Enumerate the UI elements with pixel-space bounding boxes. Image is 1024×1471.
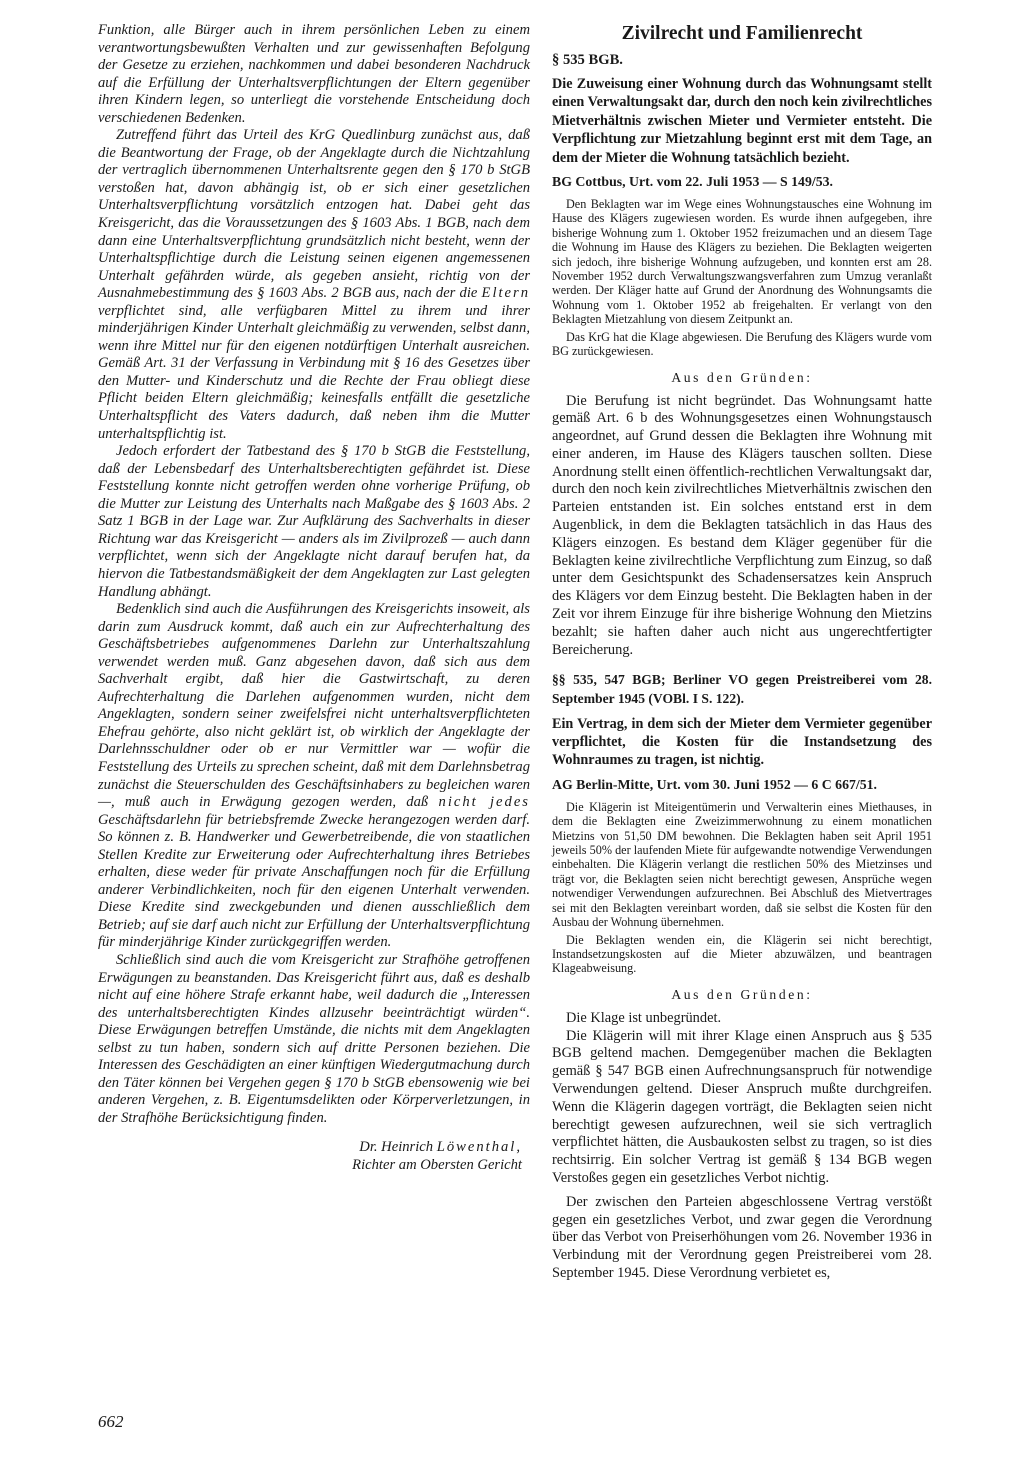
case1-law-reference: § 535 BGB. — [552, 52, 623, 68]
paragraph-text: verpflichtet sind, alle verfügbaren Mittel zu ihrem und ihrer minderjährigen Kinder Unterhalt gleichmäßig zu verwenden, selbst dann, wenn ihre Mittel nur für den eigenen notdürftigen Unterhalt ausreichen. Gemäß Art. 31 der Verfassung in Verbindung mit § 16 des Gesetzes über den Mutter- und Kinderschutz und die Rechte der Frau obliegt diese Pflicht beiden Eltern gleichmäßig; keinesfalls entfällt die gesetzliche Unterhaltspflicht des Vaters dadurch, daß neben ihm die Mutter unterhaltspflichtig ist. — [98, 302, 530, 442]
case2-citation: AG Berlin-Mitte, Urt. vom 30. Juni 1952 — 6 C 667/51. — [552, 776, 877, 792]
paragraph — [98, 601, 530, 952]
case1-grounds: Die Berufung ist nicht begründet. Das Wohnungsamt hatte gemäß Art. 6 b des Wohnungsgesetzes einen Wohnungstausch angeordnet, auf Grund dessen die Beklagten ihre Wohnung mit einer anderen, im Hause des Klägers tauschen sollten. Diese Anordnung stellt einen öffentlich-rechtlichen Verwaltungsakt dar, durch den noch kein zivilrechtliches Mietverhältnis zwischen den Parteien entstanden ist. Ein solches entstand erst in dem Augenblick, in dem die Beklagten tatsächlich in das Haus des Klägers einzogen. Es bestand dem Kläger gegenüber für die Beklagten keine zivilrechtliche Verpflichtung zum Einzug, so daß unter dem Gesichtspunkt des Schadensersatzes kein Anspruch des Klägers vor dem Einzug besteht. Die Beklagten haben in der Zeit vor ihrem Einzuge für ihre bisherige Wohnung den Mietzins bezahlt; sie haften daher auch nicht aus ungerechtfertigter Bereicherung. — [552, 392, 932, 658]
author-signature — [98, 1139, 530, 1174]
section-title: Zivilrecht und Familienrecht — [621, 23, 863, 44]
paragraph — [98, 127, 530, 443]
paragraph: Schließlich sind auch die vom Kreisgericht zur Strafhöhe getroffenen Erwägungen zu beanstanden. Das Kreisgericht führt aus, daß es deshalb nicht auf eine höhere Strafe erkannt habe, weil dadurch die „Interessen des unterhaltsberechtigten Kindes allzusehr beeinträchtigt würden“. Diese Erwägungen betreffen Umstände, die nichts mit dem Angeklagten selbst zu tun haben, sondern sich auf dritte Personen beziehen. Die Interessen des Geschädigten an einer künftigen Wiedergutmachung durch den Täter können bei Vergehen gegen § 170 b StGB ebensowenig wie bei anderen Vergehen, z. B. Eigentumsdelikten oder Körperverletzungen, in der Strafhöhe Berücksichtigung finden. — [98, 951, 530, 1126]
case1-facts: Den Beklagten war im Wege eines Wohnungstausches eine Wohnung im Hause des Klägers zugewiesen worden. Es wurde ihnen aufgegeben, ihre bisherige Wohnung zum 1. Oktober 1952 freizumachen und an diesem Tage die Wohnung im Hause des Klägers zu beziehen. Die Beklagten weigerten sich jedoch, ihre bisherige Wohnung aufzugeben, und konnten erst am 28. November 1952 durch Verwaltungszwangsverfahren zum Umzug veranlaßt werden. Der Kläger hatte auf Grund der Anordnung des Wohnungsamts die Wohnung vom 1. Oktober 1952 ab freigehalten. Er verlangt von den Beklagten Mietzahlung von diesem Zeitpunkt an. — [552, 197, 932, 327]
paragraph-continuation: Funktion, alle Bürger auch in ihrem persönlichen Leben zu einem verantwortungsbewußten Verhalten und zur gewissenhaften Befolgung der Gesetze zu erziehen, nachkommen und dabei besonderen Nachdruck auf die Erfüllung der Unterhaltsverpflichtungen der Eltern gegenüber ihren Kindern legen, so unterliegt die vorstehende Entscheidung doch verschiedenen Bedenken. — [98, 22, 530, 126]
case1-headnote: Die Zuweisung einer Wohnung durch das Wohnungsamt stellt einen Verwaltungsakt dar, durch den noch kein zivilrechtliches Mietverhältnis zwischen Mieter und Vermieter entsteht. Die Verpflichtung zur Mietzahlung beginnt erst mit dem Tage, an dem der Mieter die Wohnung tatsächlich bezieht. — [552, 76, 932, 166]
case1-citation: BG Cottbus, Urt. vom 22. Juli 1953 — S 149/53. — [552, 174, 833, 190]
case1-grounds-title: Aus den Gründen: — [671, 369, 813, 385]
spacer — [552, 659, 932, 669]
case2-facts: Die Klägerin ist Miteigentümerin und Verwalterin eines Miethauses, in dem die Beklagten eine Zweizimmerwohnung zu einem monatlichen Mietzins von 51,50 DM bewohnen. Die Beklagten haben seit April 1951 jeweils 50% der laufenden Miete für aufgewandte notwendige Verwendungen einbehalten. Die Klägerin verlangt die restlichen 50% des Mietzinses und trägt vor, die Beklagten seien nicht berechtigt gewesen, Ansprüche wegen notwendiger Verwendungen aufzurechnen. Bei Abschluß des Mietvertrages sei mit den Beklagten vereinbart worden, daß sie selbst die Kosten für den Ausbau der Wohnung übernehmen. — [552, 799, 932, 930]
case2-procedure: Die Beklagten wenden ein, die Klägerin sei nicht berechtigt, Instandsetzungskosten auf die Mieter abzuwälzen, und beantragen Klageabweisung. — [552, 932, 932, 976]
case2-grounds: Die Klägerin will mit ihrer Klage einen Anspruch aus § 535 BGB geltend machen. Demgegenüber machen die Beklagten gemäß § 547 BGB einen Aufrechnungsanspruch für notwendige Verwendungen geltend. Dieser Anspruch mußte durchgreifen. Wenn die Klägerin dagegen vorträgt, die Beklagten seien nicht berechtigt gewesen aufzurechnen, weil sie sich vertraglich verpflichtet hätten, die Ausbaukosten selbst zu tragen, so ist dies rechtsirrig. Ein solcher Vertrag ist gemäß § 134 BGB wegen Verstoßes gegen ein gesetzliches Verbot nichtig. — [552, 1027, 932, 1186]
right-column — [552, 22, 932, 1283]
emphasis-text: nicht jedes — [438, 794, 530, 811]
case2-headnote: Ein Vertrag, in dem sich der Mieter dem Vermieter gegenüber verpflichtet, die Kosten für die Instandsetzung des Wohnraumes zu tragen, ist nichtig. — [552, 715, 932, 769]
paragraph-text: Zutreffend führt das Urteil des KrG Quedlinburg zunächst aus, daß die Beantwortung der Frage, ob der Angeklagte durch die Nichtzahlung der vertraglich übernommenen Unterhaltsrente gegen den § 170 b StGB verstoßen hat, davon abhängig ist, ob er sich einer gesetzlichen Unterhaltsverpflichtung vorsätzlich entzogen hat. Dabei geht das Kreisgericht, das die Voraussetzungen des § 1603 Abs. 1 BGB, nach dem dann eine Unterhaltsverpflichtung grundsätzlich nicht besteht, wenn der Unterhaltspflichtige durch die Leistung seinen eigenen angemessenen Unterhalt gefährden würde, als gegeben ansieht, richtig von der Ausnahmebestimmung des § 1603 Abs. 2 BGB aus, nach der die — [98, 127, 530, 302]
left-column — [98, 22, 530, 1175]
case2-grounds-continued: Der zwischen den Parteien abgeschlossene Vertrag verstößt gegen ein gesetzliches Verbot, und zwar gegen die Verordnung über das Verbot von Preiserhöhungen vom 26. November 1936 in Verbindung mit der Verordnung gegen Preistreiberei vom 28. September 1945. Diese Verordnung verbietet es, — [552, 1193, 932, 1281]
case2-grounds-title: Aus den Gründen: — [671, 986, 813, 1002]
case1-procedure: Das KrG hat die Klage abgewiesen. Die Berufung des Klägers wurde vom BG zurückgewiesen. — [552, 329, 932, 359]
author-name — [98, 1139, 522, 1157]
author-first-name: Dr. Heinrich — [359, 1139, 434, 1156]
paragraph-text: Bedenklich sind auch die Ausführungen des Kreisgerichts insoweit, als darin zum Ausdruck kommt, daß auch ein zur Aufrechterhaltung des Geschäftsbetriebes aufgenommenes Darlehn zur Unterhaltszahlung verwendet werden muß. Ganz abgesehen davon, daß sich aus dem Sachverhalt ergibt, daß hier die Gastwirtschaft, zu deren Aufrechterhaltung die Darlehen aufgenommen wurden, nicht dem Angeklagten, sondern seiner zweifelsfrei nicht unterhaltsverpflichteten Ehefrau gehörte, also nicht geklärt ist, ob wirklich der Angeklagte der Darlehnsschuldner oder ob er nur Vermittler war — wofür die Feststellung des Urteils zu sprechen scheint, daß mit dem Darlehnsbetrag zunächst die Steuerschulden des Geschäftsinhabers zu begleichen waren —, muß auch in Erwägung gezogen werden, daß — [98, 601, 530, 811]
author-title: Richter am Obersten Gericht — [352, 1157, 522, 1174]
paragraph: Jedoch erfordert der Tatbestand des § 170 b StGB die Feststellung, daß der Lebensbedarf des Unterhaltsberechtigten gefährdet ist. Diese Feststellung konnte nicht getroffen werden ohne vorherige Prüfung, ob die Mutter zur Leistung des Unterhalts nach Maßgabe des § 1603 Abs. 2 Satz 1 BGB in der Lage war. Zur Aufklärung des Sachverhalts in dieser Richtung war das Kreisgericht — anders als im Zivilprozeß — auch dann verpflichtet, wenn sich der Angeklagte nicht darauf berufen hat, da hiervon die Tatbestandsmäßigkeit der dem Angeklagten zur Last gelegten Handlung abhängt. — [98, 443, 530, 600]
emphasis-text: Eltern — [481, 285, 531, 302]
author-last-name: Löwenthal, — [436, 1139, 522, 1156]
paragraph-text: Geschäftsdarlehn für betriebsfremde Zwecke herangezogen werden darf. So können z. B. Handwerker und Gewerbetreibende, die von staatlichen Stellen Kredite zur Erweiterung oder Aufrechterhaltung ihres Betriebes erhalten, diese weder für private Anschaffungen noch für die Erfüllung anderer Verbindlichkeiten, noch für den eigenen Unterhalt verwenden. Diese Kredite sind zweckgebunden und dienen ausschließlich dem Betrieb; auf sie darf auch nicht zur Erfüllung der Unterhaltsverpflichtung für minderjährige Kinder zurückgegriffen werden. — [98, 811, 530, 951]
case2-grounds-intro: Die Klage ist unbegründet. — [566, 1009, 722, 1026]
case2-law-reference: §§ 535, 547 BGB; Berliner VO gegen Preistreiberei vom 28. September 1945 (VOBl. I S. 122). — [552, 672, 932, 707]
page-number: 662 — [98, 1412, 124, 1431]
